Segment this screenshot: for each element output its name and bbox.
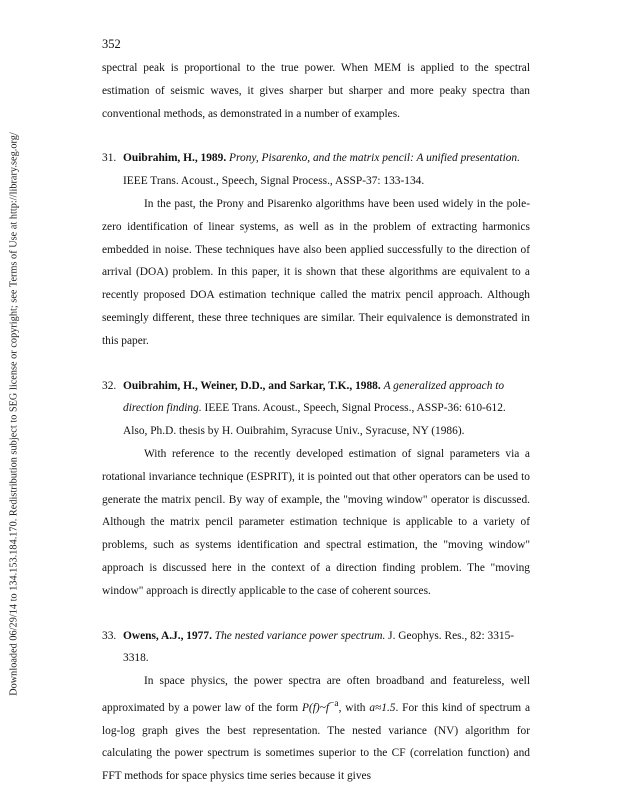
alpha-value: a≈1.5 [369, 701, 396, 714]
reference-authors: Ouibrahim, H., 1989. [123, 152, 227, 165]
reference-authors: Owens, A.J., 1977. [123, 629, 212, 642]
reference-33-abstract [102, 670, 530, 788]
power-law-formula: P(f)~f [301, 701, 330, 714]
download-notice-text: Downloaded 06/29/14 to 134.153.184.170. Redistribution subject to SEG license or copyright; see Terms of Use at http://library.seg.org/ [8, 132, 20, 696]
reference-title: A generalized approach to direction finding. [123, 379, 505, 415]
reference-authors: Ouibrahim, H., Weiner, D.D., and Sarkar, T.K., 1988. [123, 379, 381, 392]
reference-number: 33. [102, 629, 117, 642]
reference-number: 32. [102, 379, 117, 392]
reference-32-abstract: With reference to the recently developed estimation of signal parameters via a rotational invariance technique (ESPRIT), it is pointed out that other operators can be used to generate the matrix pencil. By way of example, the "moving window" operator is discussed. Although the matrix pencil parameter estimation technique is applicable to a variety of problems, such as systems identification and spectral estimation, the "moving window" approach is discussed here in the context of a direction finding problem. The "moving window" approach is directly applicable to the case of coherent sources. [102, 447, 530, 597]
intro-paragraph: spectral peak is proportional to the true power. When MEM is applied to the spectral estimation of seismic waves, it gives sharper but sharper and more peaky spectra than conventional methods, as demonstrated in a number of examples. [102, 62, 530, 120]
abstract-text: . For this kind of spectrum a log-log graph gives the best representation. The nested variance (NV) algorithm for calculating the power spectrum is sometimes superior to the CF (correlation function) and FFT methods for space physics time series because it gives [102, 701, 531, 783]
reference-32 [102, 375, 530, 443]
reference-33 [102, 625, 530, 671]
page-number: 352 [102, 37, 121, 51]
reference-31 [102, 147, 530, 193]
abstract-text: In space physics, the power spectra are often broadband and featureless, well approximated by a power law of the form [102, 675, 530, 714]
reference-source: J. Geophys. Res., 82: 3315-3318. [123, 629, 515, 665]
reference-source: IEEE Trans. Acoust., Speech, Signal Process., ASSP-36: 610-612. Also, Ph.D. thesis by H. Ouibrahim, Syracuse Univ., Syracuse, NY (1986). [123, 402, 506, 438]
power-law-exponent: −a [329, 698, 339, 709]
page-content [102, 57, 530, 788]
reference-number: 31. [102, 152, 117, 165]
abstract-text: , with [338, 701, 370, 714]
reference-title: The nested variance power spectrum. [214, 629, 386, 642]
reference-31-abstract: In the past, the Prony and Pisarenko algorithms have been used widely in the pole-zero identification of linear systems, as well as in the problem of extracting harmonics embedded in noise. These techniques have also been applied successfully to the direction of arrival (DOA) problem. In this paper, it is shown that these algorithms are equivalent to a recently proposed DOA estimation technique called the matrix pencil approach. Although seemingly different, these three techniques are similar. Their equivalence is demonstrated in this paper. [102, 197, 530, 347]
reference-title: Prony, Pisarenko, and the matrix pencil: A unified presentation. [229, 152, 520, 165]
reference-source: IEEE Trans. Acoust., Speech, Signal Process., ASSP-37: 133-134. [123, 175, 425, 188]
